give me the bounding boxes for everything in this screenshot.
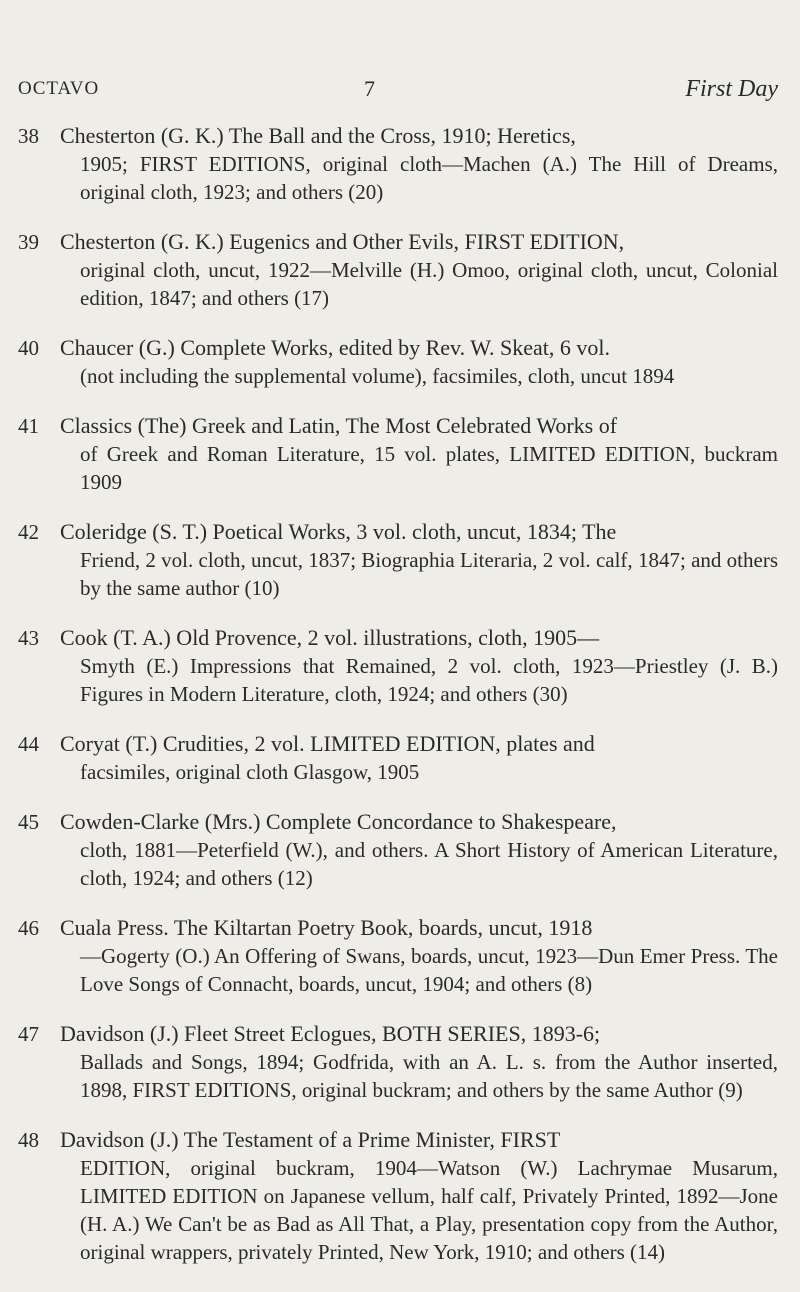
lot-tail: (10)	[244, 576, 280, 600]
lot-heading: Chesterton (G. K.) Eugenics and Other Evils, FIRST EDITION,	[60, 229, 625, 254]
lot-description	[60, 808, 778, 892]
lot-heading: Cuala Press. The Kiltartan Poetry Book, boards, uncut, 1918	[60, 915, 593, 940]
lot-description	[60, 1126, 778, 1266]
lot-heading: Coleridge (S. T.) Poetical Works, 3 vol. cloth, uncut, 1834; The	[60, 519, 617, 544]
lot-entry	[18, 122, 778, 206]
lot-number: 38	[18, 124, 39, 148]
lot-entry	[18, 1020, 778, 1104]
lot-entry	[18, 808, 778, 892]
lot-number: 47	[18, 1022, 39, 1046]
lot-tail: (9)	[718, 1078, 743, 1102]
lot-entry	[18, 334, 778, 390]
lot-number: 43	[18, 626, 39, 650]
lot-number: 42	[18, 520, 39, 544]
lot-body: cloth, 1881—Peterfield (W.), and others. A Short History of American Literature, cloth, 1924; and others	[80, 838, 778, 890]
lot-heading: Cook (T. A.) Old Provence, 2 vol. illustrations, cloth, 1905—	[60, 625, 600, 650]
lot-tail: 1894	[632, 364, 675, 388]
lot-body: of Greek and Roman Literature, 15 vol. plates, LIMITED EDITION, buckram	[80, 442, 778, 466]
lot-list	[18, 122, 778, 1288]
lot-number: 40	[18, 336, 39, 360]
lot-tail: Glasgow, 1905	[293, 760, 420, 784]
lot-entry	[18, 228, 778, 312]
lot-number: 48	[18, 1128, 39, 1152]
lot-number: 46	[18, 916, 39, 940]
lot-entry	[18, 914, 778, 998]
lot-tail: 1909	[80, 470, 122, 494]
lot-entry	[18, 624, 778, 708]
lot-description	[60, 914, 778, 998]
lot-entry	[18, 518, 778, 602]
lot-heading: Cowden-Clarke (Mrs.) Complete Concordance to Shakespeare,	[60, 809, 617, 834]
lot-tail: (12)	[277, 866, 313, 890]
lot-tail: (17)	[294, 286, 330, 310]
lot-number: 45	[18, 810, 39, 834]
lot-description	[60, 1020, 778, 1104]
lot-entry	[18, 412, 778, 496]
lot-body: Ballads and Songs, 1894; Godfrida, with an A. L. s. from the Author inserted, 1898, FIRST EDITIONS, original buckram; and others by the same Author	[80, 1050, 778, 1102]
lot-heading: Coryat (T.) Crudities, 2 vol. LIMITED EDITION, plates and	[60, 731, 595, 756]
page-number: 7	[364, 76, 375, 101]
lot-number: 39	[18, 230, 39, 254]
lot-number: 41	[18, 414, 39, 438]
lot-description	[60, 624, 778, 708]
lot-description	[60, 518, 778, 602]
lot-body: Smyth (E.) Impressions that Remained, 2 vol. cloth, 1923—Priestley (J. B.) Figures in Modern Literature, cloth, 1924; and others	[80, 654, 778, 706]
lot-body: facsimiles, original cloth	[80, 760, 289, 784]
lot-tail: (8)	[567, 972, 593, 996]
lot-description	[60, 122, 778, 206]
header-sale-day: First Day	[685, 76, 778, 102]
lot-number: 44	[18, 732, 39, 756]
lot-heading: Davidson (J.) Fleet Street Eclogues, BOTH SERIES, 1893-6;	[60, 1021, 601, 1046]
lot-heading: Chesterton (G. K.) The Ball and the Cross, 1910; Heretics,	[60, 123, 576, 148]
lot-heading: Davidson (J.) The Testament of a Prime Minister, FIRST	[60, 1127, 561, 1152]
lot-body: Friend, 2 vol. cloth, uncut, 1837; Biographia Literaria, 2 vol. calf, 1847; and others by the same author	[80, 548, 778, 600]
lot-body: EDITION, original buckram, 1904—Watson (W.) Lachrymae Musarum, LIMITED EDITION on Japanese vellum, half calf, Privately Printed, 1892—Jone (H. A.) We Can't be as Bad as All That, a Play, presentation copy from the Author, original wrappers, privately Printed, New York, 1910; and others	[80, 1156, 778, 1264]
lot-heading: Classics (The) Greek and Latin, The Most Celebrated Works of	[60, 413, 618, 438]
lot-entry	[18, 1126, 778, 1266]
lot-description	[60, 334, 778, 390]
page-header	[18, 78, 778, 108]
lot-body: 1905; FIRST EDITIONS, original cloth—Machen (A.) The Hill of Dreams, original cloth, 1923; and others	[80, 152, 778, 204]
lot-heading: Chaucer (G.) Complete Works, edited by Rev. W. Skeat, 6 vol.	[60, 335, 610, 360]
lot-tail: (20)	[348, 180, 384, 204]
lot-tail: (14)	[630, 1240, 665, 1264]
header-format: OCTAVO	[18, 78, 100, 99]
lot-description	[60, 730, 778, 786]
lot-body: —Gogerty (O.) An Offering of Swans, boards, uncut, 1923—Dun Emer Press. The Love Songs of Connacht, boards, uncut, 1904; and others	[80, 944, 778, 996]
lot-tail: (30)	[532, 682, 568, 706]
lot-description	[60, 228, 778, 312]
lot-body: original cloth, uncut, 1922—Melville (H.) Omoo, original cloth, uncut, Colonial edition, 1847; and others	[80, 258, 778, 310]
lot-body: (not including the supplemental volume), facsimiles, cloth, uncut	[80, 364, 628, 388]
lot-description	[60, 412, 778, 496]
lot-entry	[18, 730, 778, 786]
